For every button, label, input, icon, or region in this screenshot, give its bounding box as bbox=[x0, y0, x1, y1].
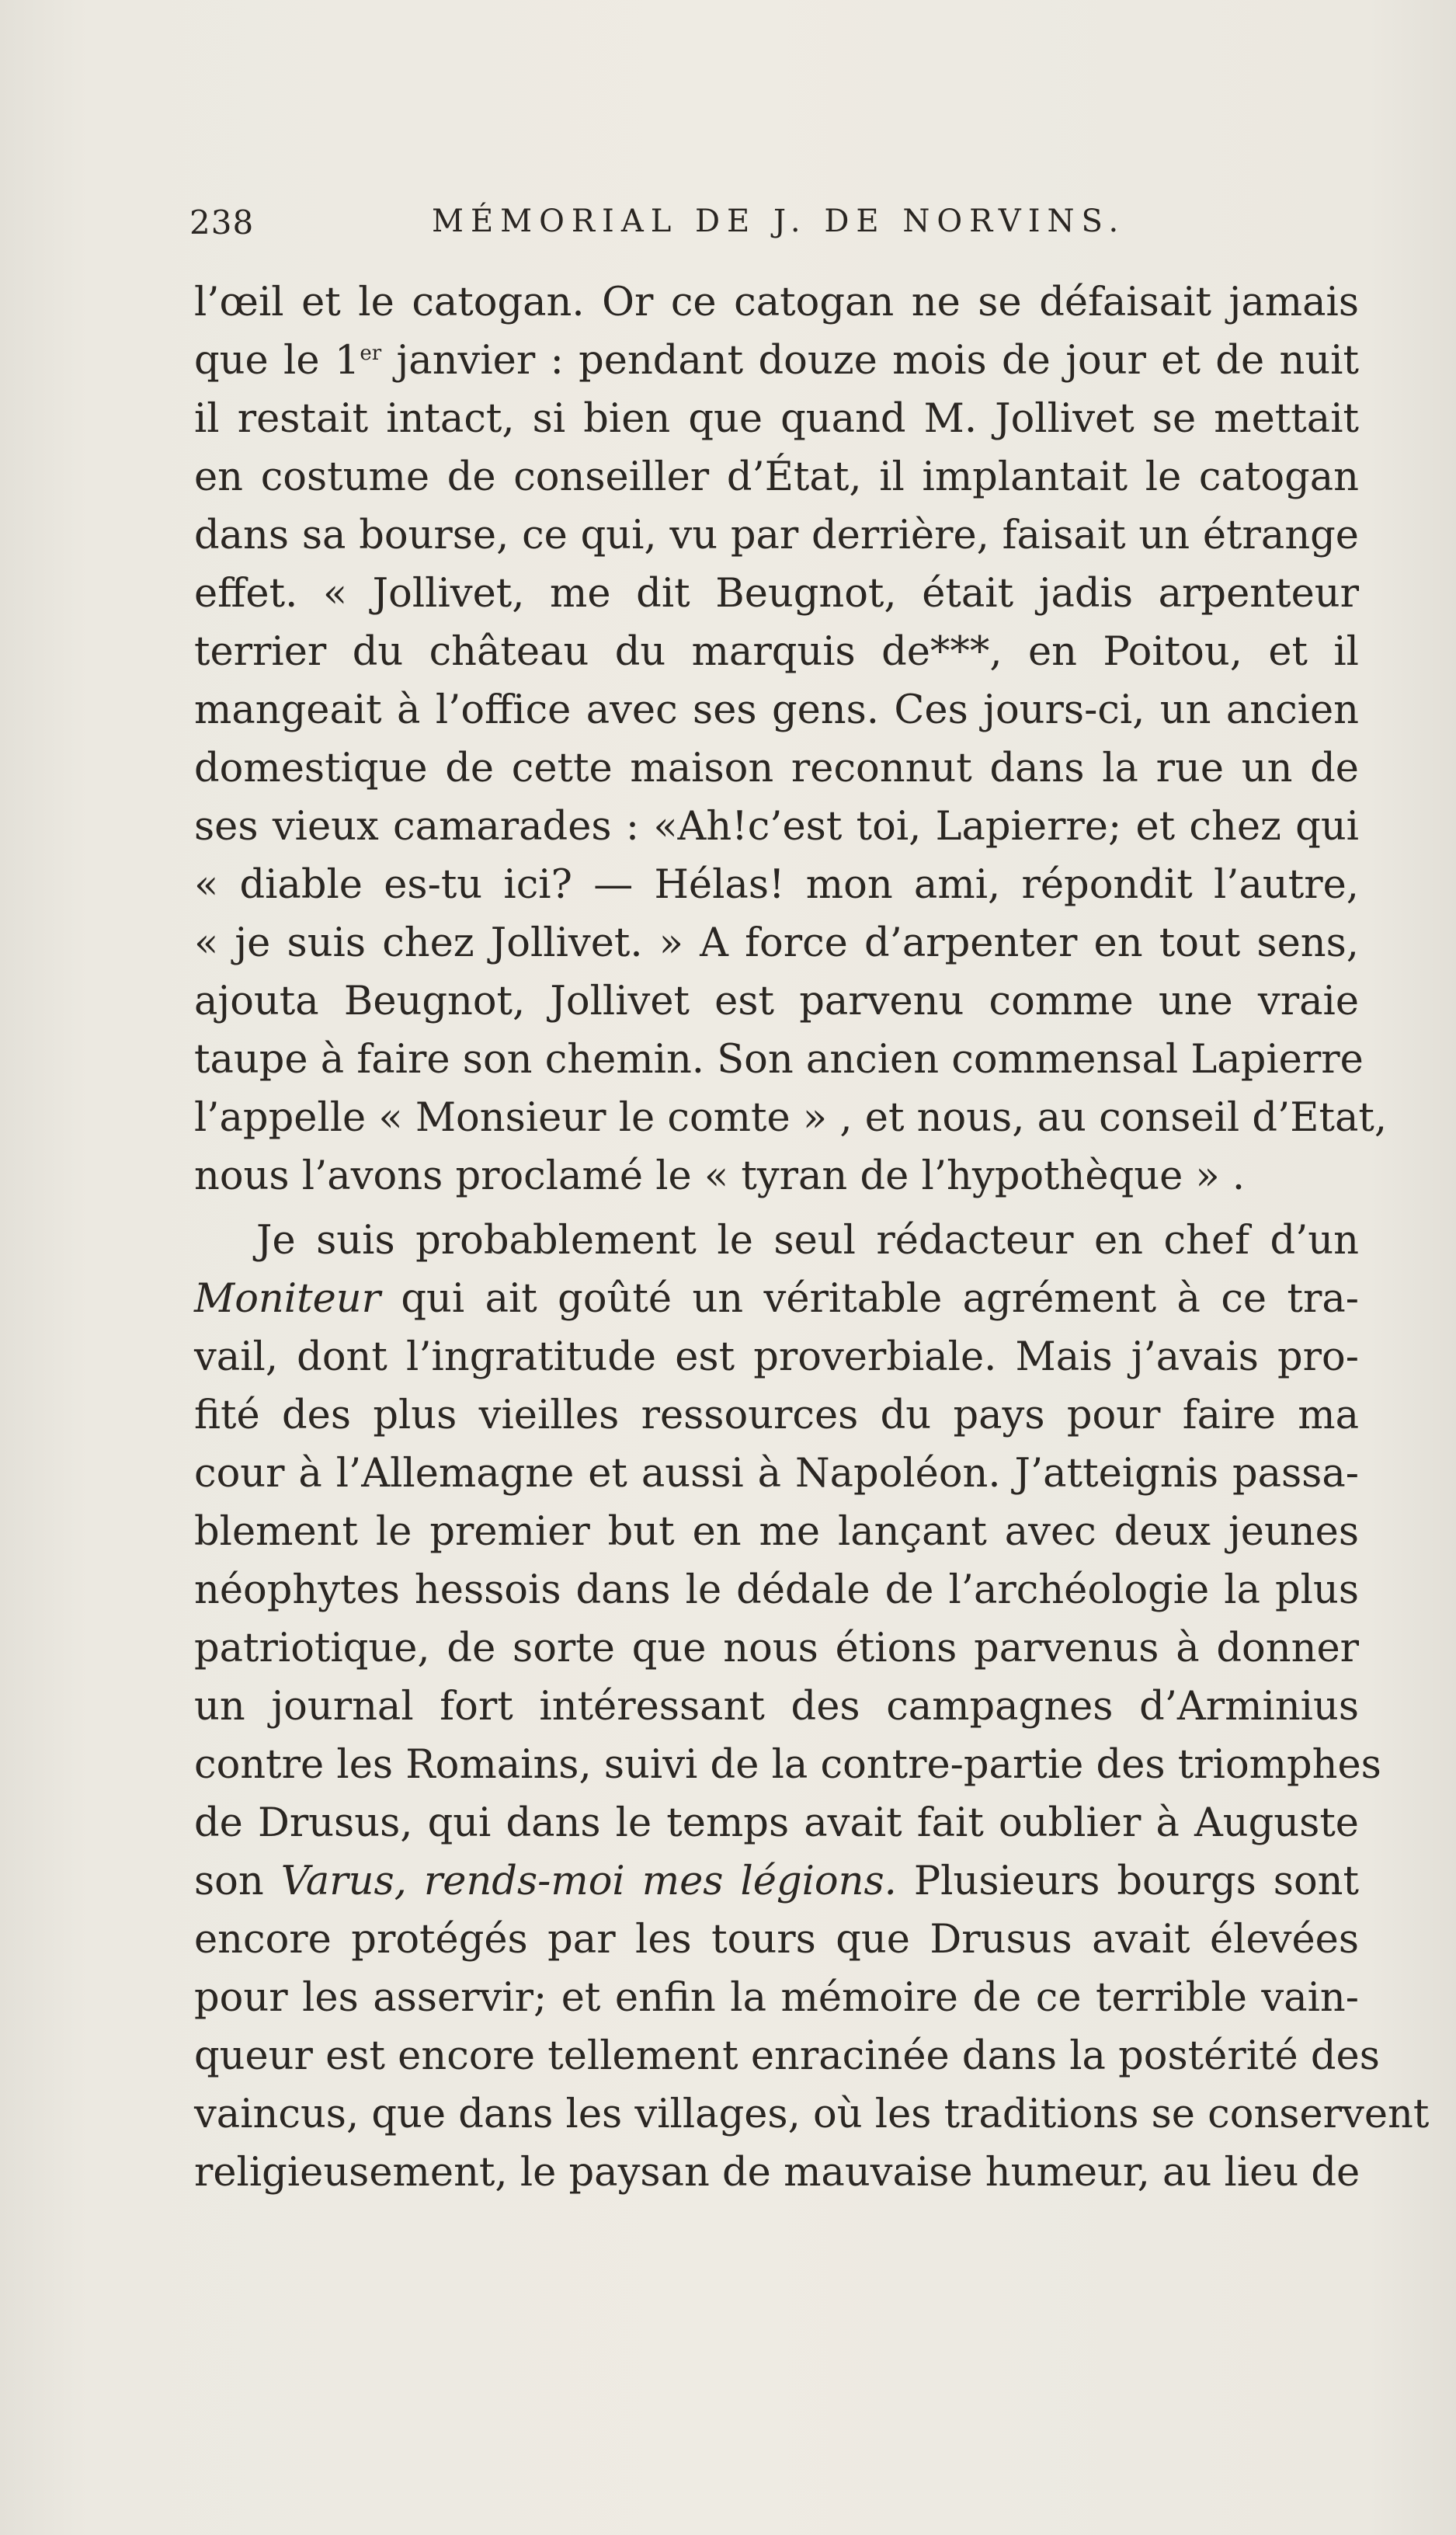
text-line: contre les Romains, suivi de la contre-partie des triomphes bbox=[194, 1742, 1381, 1788]
text-line: l’appelle « Monsieur le comte » , et nous, au conseil d’Etat, bbox=[194, 1095, 1388, 1141]
text-line: cour à l’Allemagne et aussi à Napoléon. J’atteignis passa- bbox=[194, 1451, 1359, 1497]
text-line bbox=[194, 1852, 1359, 1911]
text-line: ses vieux camarades : «Ah!c’est toi, Lapierre; et chez qui bbox=[194, 804, 1359, 850]
running-title: MÉMORIAL DE J. DE NORVINS. bbox=[432, 203, 1126, 239]
text-line bbox=[194, 332, 1359, 390]
page-header bbox=[189, 196, 1126, 250]
body-text bbox=[194, 273, 1430, 2202]
text-line: encore protégés par les tours que Drusus avait élevées bbox=[194, 1917, 1359, 1963]
text-line: mangeait à l’office avec ses gens. Ces jours-ci, un ancien bbox=[194, 687, 1359, 733]
text-line: fité des plus vieilles ressources du pays pour faire ma bbox=[194, 1393, 1359, 1438]
paragraph-gap bbox=[194, 1205, 1359, 1212]
text-line: néophytes hessois dans le dédale de l’archéologie la plus bbox=[194, 1567, 1359, 1613]
text-line: « diable es-tu ici? — Hélas! mon ami, répondit l’autre, bbox=[194, 862, 1359, 908]
page-number: 238 bbox=[189, 203, 255, 242]
text-fragment: janvier : pendant douze mois de jour et de nuit bbox=[381, 338, 1359, 384]
text-fragment: son bbox=[194, 1859, 281, 1904]
text-line: dans sa bourse, ce qui, vu par derrière, faisait un étrange bbox=[194, 513, 1359, 558]
italic-quote: Varus, rends-moi mes légions. bbox=[280, 1859, 897, 1904]
text-line: il restait intact, si bien que quand M. Jollivet se mettait bbox=[194, 396, 1359, 442]
text-line: un journal fort intéressant des campagnes d’Arminius bbox=[194, 1684, 1359, 1730]
ordinal-superscript: er bbox=[360, 342, 382, 365]
text-line: domestique de cette maison reconnut dans la rue un de bbox=[194, 746, 1359, 791]
text-line: l’œil et le catogan. Or ce catogan ne se défaisait jamais bbox=[194, 280, 1359, 325]
text-fragment: Plusieurs bourgs sont bbox=[896, 1859, 1359, 1904]
text-line: en costume de conseiller d’État, il implantait le catogan bbox=[194, 454, 1359, 500]
text-fragment: qui ait goûté un véritable agrément à ce tra- bbox=[380, 1276, 1359, 1322]
text-line: effet. « Jollivet, me dit Beugnot, était jadis arpenteur bbox=[194, 571, 1359, 617]
text-line: blement le premier but en me lançant avec deux jeunes bbox=[194, 1509, 1359, 1555]
text-line: de Drusus, qui dans le temps avait fait oublier à Auguste bbox=[194, 1800, 1359, 1846]
text-line: pour les asservir; et enfin la mémoire de ce terrible vain- bbox=[194, 1975, 1359, 2021]
text-line: nous l’avons proclamé le « tyran de l’hypothèque » . bbox=[194, 1153, 1246, 1199]
text-line: vail, dont l’ingratitude est proverbiale. Mais j’avais pro- bbox=[194, 1334, 1359, 1380]
text-line: Je suis probablement le seul rédacteur en chef d’un bbox=[256, 1218, 1359, 1264]
text-line: taupe à faire son chemin. Son ancien commensal Lapierre bbox=[194, 1037, 1364, 1083]
text-line: patriotique, de sorte que nous étions parvenus à donner bbox=[194, 1626, 1359, 1671]
text-fragment: que le 1 bbox=[194, 338, 360, 384]
text-line bbox=[194, 1270, 1359, 1328]
text-line: ajouta Beugnot, Jollivet est parvenu comme une vraie bbox=[194, 979, 1359, 1024]
text-line: queur est encore tellement enracinée dans la postérité des bbox=[194, 2033, 1380, 2079]
text-line: religieusement, le paysan de mauvaise humeur, au lieu de bbox=[194, 2150, 1360, 2196]
italic-title: Moniteur bbox=[194, 1276, 381, 1322]
text-line: « je suis chez Jollivet. » A force d’arpenter en tout sens, bbox=[194, 920, 1359, 966]
text-line: vaincus, que dans les villages, où les traditions se conservent bbox=[194, 2092, 1430, 2137]
text-line: terrier du château du marquis de***, en Poitou, et il bbox=[194, 629, 1359, 675]
